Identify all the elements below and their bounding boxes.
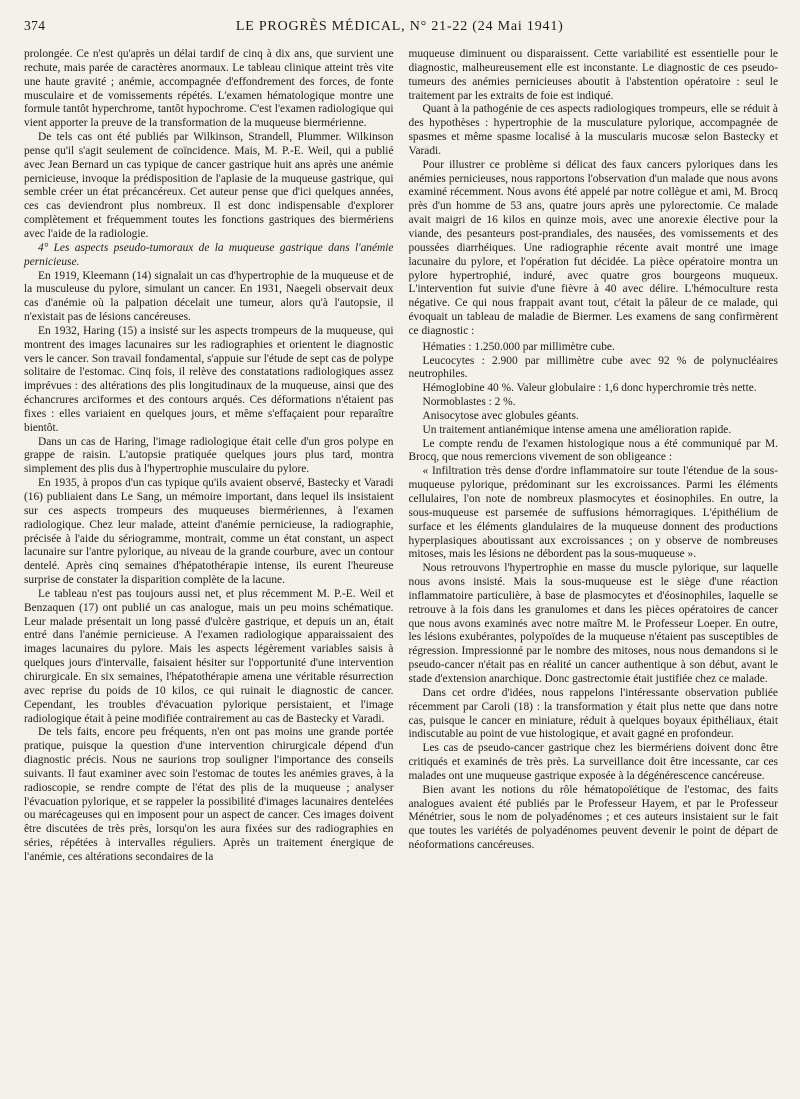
paragraph: Un traitement antianémique intense amena une amélioration rapide. <box>422 423 732 436</box>
paragraph: En 1935, à propos d'un cas typique qu'ils avaient observé, Bastecky et Varadi (16) publiaient dans Le Sang, un mémoire important, dans lequel ils insistaient sur ces aspects trompeurs des muqueuses biermériennes, à l'examen radiologique. Chez leur malade, atteint d'anémie pernicieuse, la radiographie, précisée à l'aide du sériogramme, montrait, comme un état constant, un aspect lacunaire sur l'antre pylorique, au niveau de la grande courbure, avec un contour dentelé. Après cinq semaines d'hépatothérapie intense, ils eurent l'heureuse surprise de constater la disparition complète de la lacune. <box>24 477 394 587</box>
paragraph: En 1932, Haring (15) a insisté sur les aspects trompeurs de la muqueuse, qui montrent des images lacunaires sur les radiographies et orientent le diagnostic vers le cancer. Son travail fondamental, s'appuie sur l'étude de sept cas de polype solitaire de l'estomac. Cinq fois, il relève des constatations radiologiques assez imprévues : des altérations des plis longitudinaux de la muqueuse, ainsi que des échancrures arciformes et des contours arqués. Ces déformations n'étaient pas fixes : elles variaient en quelques jours, et même s'effaçaient pour reparaître bientôt. <box>24 324 394 434</box>
paragraph: muqueuse diminuent ou disparaissent. Cette variabilité est essentielle pour le diagnostic, malheureusement elle est inconstante. Le diagnostic de ces pseudo-tumeurs des anémies pernicieuses aboutit à l'abstention opératoire : seul le traitement par les extraits de foie est indiqué. <box>408 48 778 102</box>
page-number: 374 <box>24 18 46 33</box>
paragraph: En 1919, Kleemann (14) signalait un cas d'hypertrophie de la muqueuse et de la musculeuse du pylore, simulant un cancer. En 1931, Naegeli observait deux cas d'anémie où la palpation décelait une tumeur, alors qu'à l'autopsie, il n'existait pas de lésions cancéreuses. <box>24 269 394 324</box>
article-body <box>24 48 778 865</box>
lab-value-line: Leucocytes : 2.900 par millimètre cube avec 92 % de polynucléaires neutrophiles. <box>408 354 778 381</box>
paragraph: Le tableau n'est pas toujours aussi net, et plus récemment M. P.-E. Weil et Benzaquen (17) ont publié un cas analogue, mais un peu moins schématique. Leur malade présentait un long passé d'ulcère gastrique, et depuis un an, était entré dans l'anémie pernicieuse. A l'examen radiologique apparaissaient des images lacunaires du pylore. Mais les aspects légèrement variables saisis à quelques jours d'intervalle, faisaient hésiter sur l'opportunité d'une intervention chirurgicale. En six semaines, l'hépatothérapie amena une véritable résurrection avec reprise du poids de 10 kilos, ce qui ruinait le diagnostic de cancer. Cependant, les troubles d'évacuation pylorique persistaient, et l'image radiologique était à peine modifiée contrairement au cas de Bastecky et Varadi. <box>24 587 394 725</box>
paragraph: Pour illustrer ce problème si délicat des faux cancers pyloriques dans les anémies pernicieuses, nous rapportons l'observation d'un malade que nous avons examiné récemment. Nous avons été appelé par notre collègue et ami, M. Brocq près d'un homme de 53 ans, quatre jours après une pylorectomie. Ce malade avait maigri de 16 kilos en quinze mois, avec une anorexie élective pour la viande, des pesanteurs post-prandiales, des nausées, des vomissements et des poussées diarrhéiques. Une radiographie récente avait montré une image lacunaire du pylore, et l'opération fut décidée. La pièce opératoire montra un pylore hypertrophié, induré, avec quatre gros bourgeons muqueux. L'intervention fut suivie d'une fièvre à 40 avec délire. L'hémoculture resta négative. Ce qui nous frappait avant tout, c'était la pâleur de ce malade, qui évoquait un tableau de maladie de Biermer. Les examens de sang confirmèrent ce diagnostic : <box>408 158 778 337</box>
paragraph: Quant à la pathogénie de ces aspects radiologiques trompeurs, elle se réduit à des hypothèses : hypertrophie de la musculature pylorique, accompagnée de spasmes et même spasme localisé à la muscularis mucosæ selon Bastecky et Varadi. <box>408 103 778 157</box>
quoted-report: « Infiltration très dense d'ordre inflammatoire sur toute l'étendue de la sous-muqueuse pylorique, prédominant sur les excroissances. Parmi les éléments cellulaires, l'on note de nombreux plasmocytes et éosinophiles. En outre, la sous-muqueuse est parsemée de suffusions hémorragiques. L'épithélium de surface et les éléments glandulaires de la muqueuse donnent des productions hyperplasiques aboutissant aux excroissances ; on y observe de nombreuses mitoses, mais les lésions ne débordent pas la sous-muqueuse ». <box>408 465 778 561</box>
paragraph: Dans un cas de Haring, l'image radiologique était celle d'un gros polype en grappe de raisin. L'autopsie pratiquée quelques jours plus tard, montra simplement des plis dus à l'hypertrophie musculaire du pylore. <box>24 435 394 476</box>
lab-value-line: Normoblastes : 2 %. <box>422 396 516 409</box>
paragraph: Le compte rendu de l'examen histologique nous a été communiqué par M. Brocq, que nous remercions vivement de son obligeance : <box>408 437 778 464</box>
paragraph: Les cas de pseudo-cancer gastrique chez les biermériens doivent donc être critiqués et examinés de très près. La surveillance doit être incessante, car ces malades ont une muqueuse gastrique exposée à la dégénérescence cancéreuse. <box>408 742 778 782</box>
journal-title: LE PROGRÈS MÉDICAL, N° 21-22 (24 Mai 1941) <box>235 19 564 34</box>
lab-value-line: Anisocytose avec globules géants. <box>422 409 579 422</box>
lab-value-line: Hémoglobine 40 %. Valeur globulaire : 1,6 donc hyperchromie très nette. <box>422 382 757 395</box>
paragraph: Bien avant les notions du rôle hématopoïétique de l'estomac, des faits analogues avaient été publiés par le Professeur Hayem, et par le Professeur Ménétrier, sous le nom de polyadénomes ; et ces auteurs insistaient sur le fait que toutes les variétés de polyadénomes peuvent devenir le point de départ de néoformations cancéreuses. <box>408 783 778 852</box>
paragraph: De tels faits, encore peu fréquents, n'en ont pas moins une grande portée pratique, puisque la question d'une intervention chirurgicale dépend d'un diagnostic précis. Nous ne saurions trop souligner l'importance des conseils suivants. Il faut examiner avec soin l'estomac de toutes les anémies graves, à la radioscopie, se rendre compte de l'état des plis de la muqueuse ; analyser l'évacuation pylorique, et se rappeler la possibilité d'images lacunaires dentelées ou marécageuses qui en imposent pour un aspect de cancer. Ces images doivent être discutées de très près, lorsqu'on les aura fixées sur des radiographies en séries, répétées à intervalles réguliers. Après un traitement énergique de l'anémie, ces altérations secondaires de la <box>24 726 394 863</box>
paragraph: Nous retrouvons l'hypertrophie en masse du muscle pylorique, sur laquelle nous avons insisté. Mais la sous-muqueuse est le siège d'une réaction inflammatoire particulière, à base de plasmocytes et d'éosinophiles, laquelle se retrouve à la fois dans les granulomes et dans les pièces opératoires de cancer que nous avons examinés avec notre maître M. le Professeur Loeper. En outre, les lésions exubérantes, polypoïdes de la muqueuse n'étaient pas susceptibles de régression. Impressionné par le nombre des mitoses, nous nous demandons si le pseudo-cancer n'était pas en réalité un cancer authentique à son début, avant le stade d'extension anarchique. Donc gastrectomie était justifiée chez ce malade. <box>408 562 778 685</box>
right-column <box>409 48 779 865</box>
left-column <box>24 48 394 865</box>
section-heading: 4° Les aspects pseudo-tumoraux de la muqueuse gastrique dans l'anémie pernicieuse. <box>24 241 394 268</box>
paragraph: Dans cet ordre d'idées, nous rappelons l'intéressante observation publiée récemment par Caroli (18) : la transformation y était plus nette que dans notre cas, puisque le cancer en miniature, réduit à quelques boyaux épithéliaux, était indiscutable au point de vue histologique, et avait gagné en profondeur. <box>408 686 778 741</box>
paragraph: prolongée. Ce n'est qu'après un délai tardif de cinq à dix ans, que survient une rechute, mais parée de caractères anormaux. Le tableau clinique atteint très vite une haute gravité ; anémie, accompagnée d'effondrement des forces, de fonte musculaire et de vomissements répétés. L'examen hématologique montre une formule tantôt hyperchrome, tantôt hypochrome. C'est l'examen radiologique qui vient apporter la preuve de la transformation de la muqueuse biermérienne. <box>24 48 394 130</box>
page-header <box>24 18 778 38</box>
paragraph: De tels cas ont été publiés par Wilkinson, Strandell, Plummer. Wilkinson pense qu'il s'agit seulement de coïncidence. Mais, M. P.-E. Weil, qui a publié avec Jean Bernard un cas typique de cancer gastrique huit ans après une anémie pernicieuse, invoque la prédisposition de l'aplasie de la muqueuse gastrique, qui semble créer un état précancéreux. Cet auteur pense que d'ici quelques années, ces cas deviendront plus nombreux. Il est donc indispensable d'explorer complètement et fréquemment toutes les fonctions gastriques des biermériens avec l'aide de la radiologie. <box>24 131 394 240</box>
lab-value-line: Hématies : 1.250.000 par millimètre cube. <box>422 340 615 353</box>
